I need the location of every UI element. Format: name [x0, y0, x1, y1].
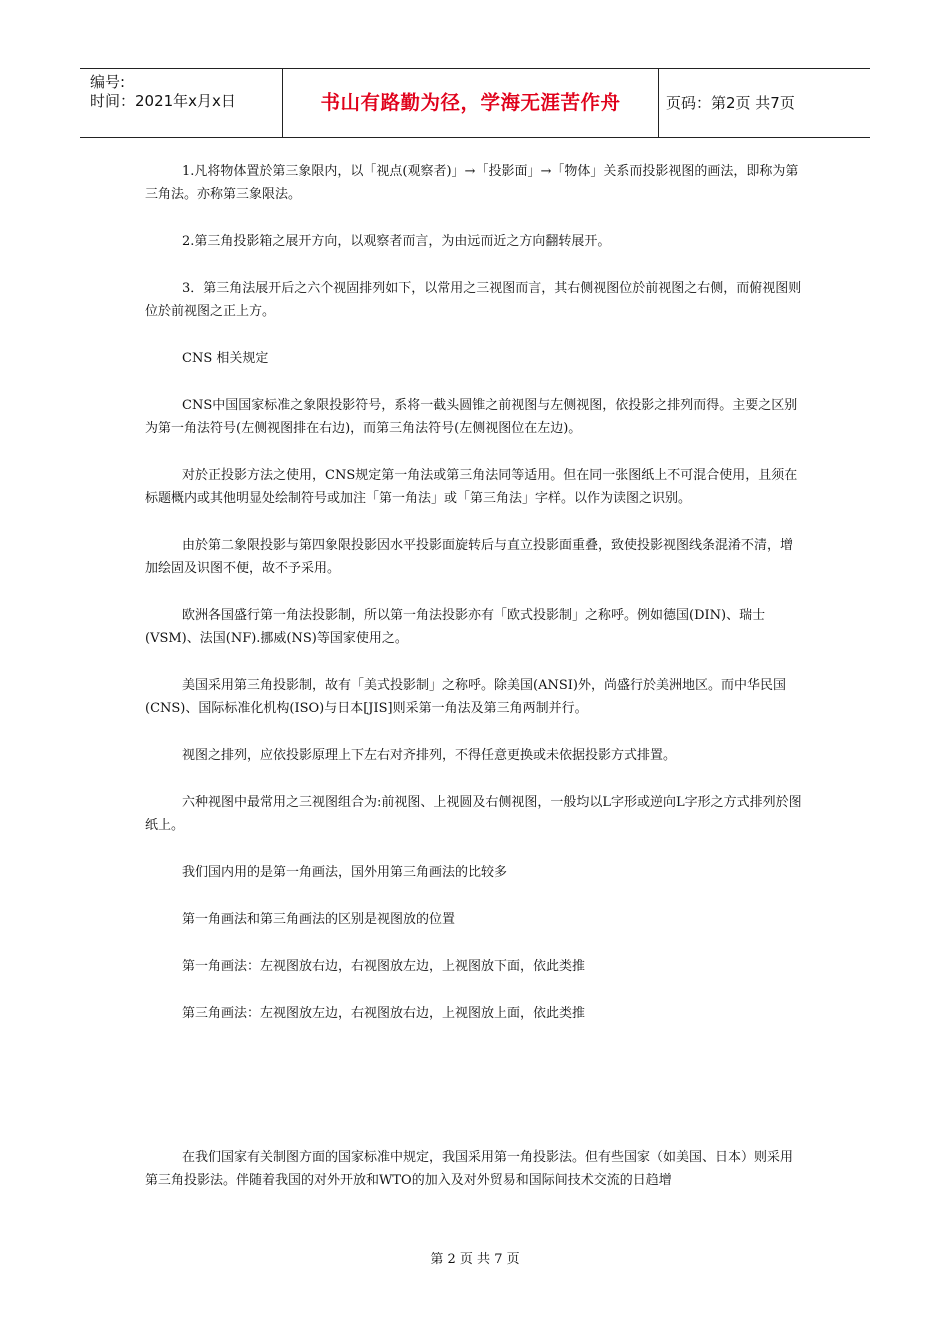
header-motto: 书山有路勤为径，学海无涯苦作舟	[283, 69, 659, 137]
header-page-info: 页码：第2页 共7页	[666, 94, 795, 112]
page-footer: 第 2 页 共 7 页	[430, 1252, 520, 1267]
paragraph-9: 美国采用第三角投影制，故有「美式投影制」之称呼。除美国(ANSI)外，尚盛行於美洲地区。而中华民国(CNS)、国际标准化机构(ISO)与日本[JIS]则采第一角法及第三角两制并行。	[145, 678, 786, 716]
document-number: 编号:	[90, 73, 126, 91]
paragraph-11: 六种视图中最常用之三视图组合为:前视图、上视圆及右侧视图，一般均以L字形或逆向L字形之方式排列於图纸上。	[145, 795, 802, 833]
paragraph-3: 3．第三角法展开后之六个视固排列如下，以常用之三视图而言，其右侧视图位於前视图之右侧，而俯视图则位於前视图之正上方。	[145, 281, 802, 319]
paragraph-2: 2.第三角投影箱之展开方向，以观察者而言，为由远而近之方向翻转展开。	[182, 234, 611, 249]
paragraph-6: 对於正投影方法之使用，CNS规定第一角法或第三角法同等适用。但在同一张图纸上不可混合使用，且须在标题概内或其他明显处绘制符号或加注「第一角法」或「第三角法」字样。以作为读图之识别。	[145, 468, 798, 506]
paragraph-bottom: 在我们国家有关制图方面的国家标准中规定，我国采用第一角投影法。但有些国家（如美国、日本）则采用第三角投影法。伴随着我国的对外开放和WTO的加入及对外贸易和国际间技术交流的日趋增	[145, 1150, 794, 1188]
section-heading-cns: CNS 相关规定	[182, 351, 269, 366]
header-meta	[80, 69, 283, 137]
paragraph-15: 第三角画法：左视图放左边，右视图放右边，上视图放上面，依此类推	[182, 1006, 586, 1021]
document-date: 时间：2021年x月x日	[90, 92, 236, 110]
page-header	[80, 68, 870, 138]
paragraph-8: 欧洲各国盛行第一角法投影制，所以第一角法投影亦有「欧式投影制」之称呼。例如德国(DIN)、瑞士(VSM)、法国(NF).挪威(NS)等国家使用之。	[145, 608, 766, 646]
paragraph-13: 第一角画法和第三角画法的区别是视图放的位置	[182, 912, 456, 927]
blank-space	[145, 1049, 805, 1146]
document-body	[145, 160, 805, 1216]
paragraph-5: CNS中国国家标准之象限投影符号，系将一截头圆锥之前视图与左侧视图，依投影之排列而得。主要之区别为第一角法符号(左侧视图排在右边)，而第三角法符号(左侧视图位在左边)。	[145, 398, 798, 436]
paragraph-7: 由於第二象限投影与第四象限投影因水平投影面旋转后与直立投影面重叠，致使投影视图线条混淆不清，增加绘固及识图不便，故不予采用。	[145, 538, 794, 576]
paragraph-10: 视图之排列，应依投影原理上下左右对齐排列，不得任意更换或未依据投影方式排置。	[182, 748, 677, 763]
paragraph-14: 第一角画法：左视图放右边，右视图放左边，上视图放下面，依此类推	[182, 959, 586, 974]
paragraph-1: 1.凡将物体置於第三象限内，以「视点(观察者)」→「投影面」→「物体」关系而投影视图的画法，即称为第三角法。亦称第三象限法。	[145, 164, 799, 202]
paragraph-12: 我们国内用的是第一角画法，国外用第三角画法的比较多	[182, 865, 508, 880]
